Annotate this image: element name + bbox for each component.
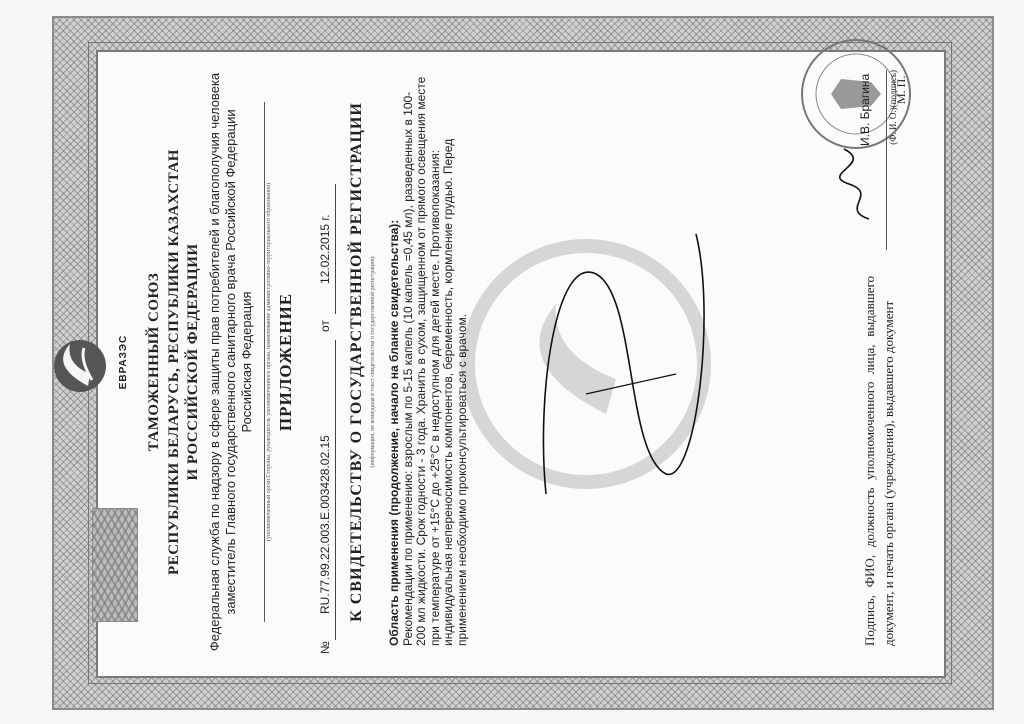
fio-caption: (Ф. И. О.)(подпись) — [886, 70, 906, 250]
scope-heading: Область применения (продолжение, начало на бланке свидетельства): — [387, 219, 401, 646]
handwritten-mark — [526, 214, 726, 514]
appendix-title: ПРИЛОЖЕНИЕ — [276, 292, 295, 432]
authority-line-1: Федеральная служба по надзору в сфере защиты прав потребителей и благополучия человека — [207, 72, 222, 652]
logo-text: ЕВРАЗЭС — [118, 334, 129, 390]
registration-row — [318, 74, 338, 654]
signer-name: И.В. Брагина — [858, 73, 872, 146]
rotated-content — [96, 50, 942, 674]
scope-text: Рекомендации по применению: взрослым по 5-15 капель (10 капель =0,45 мл), разведенных в 100-200 мл жидкости. Срок годности - 3 года. Хранить в сухом, защищенном от прямого освещения месте при температуре от +15°С до +25°С в недоступном для детей месте. Противопоказания: индивидуальная непереносимость компонентов, беременность, кормление грудью. Перед применением необходимо проконсультироваться с врачом. — [400, 76, 469, 646]
scope-section — [388, 76, 470, 646]
eurasec-logo-icon — [40, 306, 130, 426]
union-title: ТАМОЖЕННЫЙ СОЮЗ — [146, 272, 162, 452]
signature-icon — [834, 144, 884, 224]
authority-line-2: заместитель Главного государственного санитарного врача Российской Федерации — [223, 109, 238, 615]
authority-caption: (уполномоченный орган Стороны, руководитель уполномоченного органа, наименование административно-территориального образования) — [264, 102, 272, 622]
registration-caption: (информация, не вошедшая в текст свидетельства о государственной регистрации) — [370, 256, 376, 468]
appendix-subtitle: К СВИДЕТЕЛЬСТВУ О ГОСУДАРСТВЕННОЙ РЕГИСТРАЦИИ — [348, 102, 365, 622]
authority-line-3: Российская Федерация — [239, 291, 254, 433]
countries-line-1: РЕСПУБЛИКИ БЕЛАРУСЬ, РЕСПУБЛИКИ КАЗАХСТАН — [166, 149, 182, 575]
registration-number: RU.77.99.22.003.E.003428.02.15 — [318, 435, 332, 614]
countries-line-2: И РОССИЙСКОЙ ФЕДЕРАЦИИ — [185, 243, 201, 481]
date-label: от — [318, 320, 332, 332]
registration-date: 12.02.2015 г. — [318, 214, 332, 284]
hologram-sticker — [92, 508, 138, 622]
signature-caption: Подпись, ФИО, должность уполномоченного лица, выдавшего документ, и печать органа (учреждения), выдавшего документ — [862, 276, 896, 646]
number-label: № — [318, 641, 332, 654]
stamp-mark: М. П. — [894, 75, 908, 104]
